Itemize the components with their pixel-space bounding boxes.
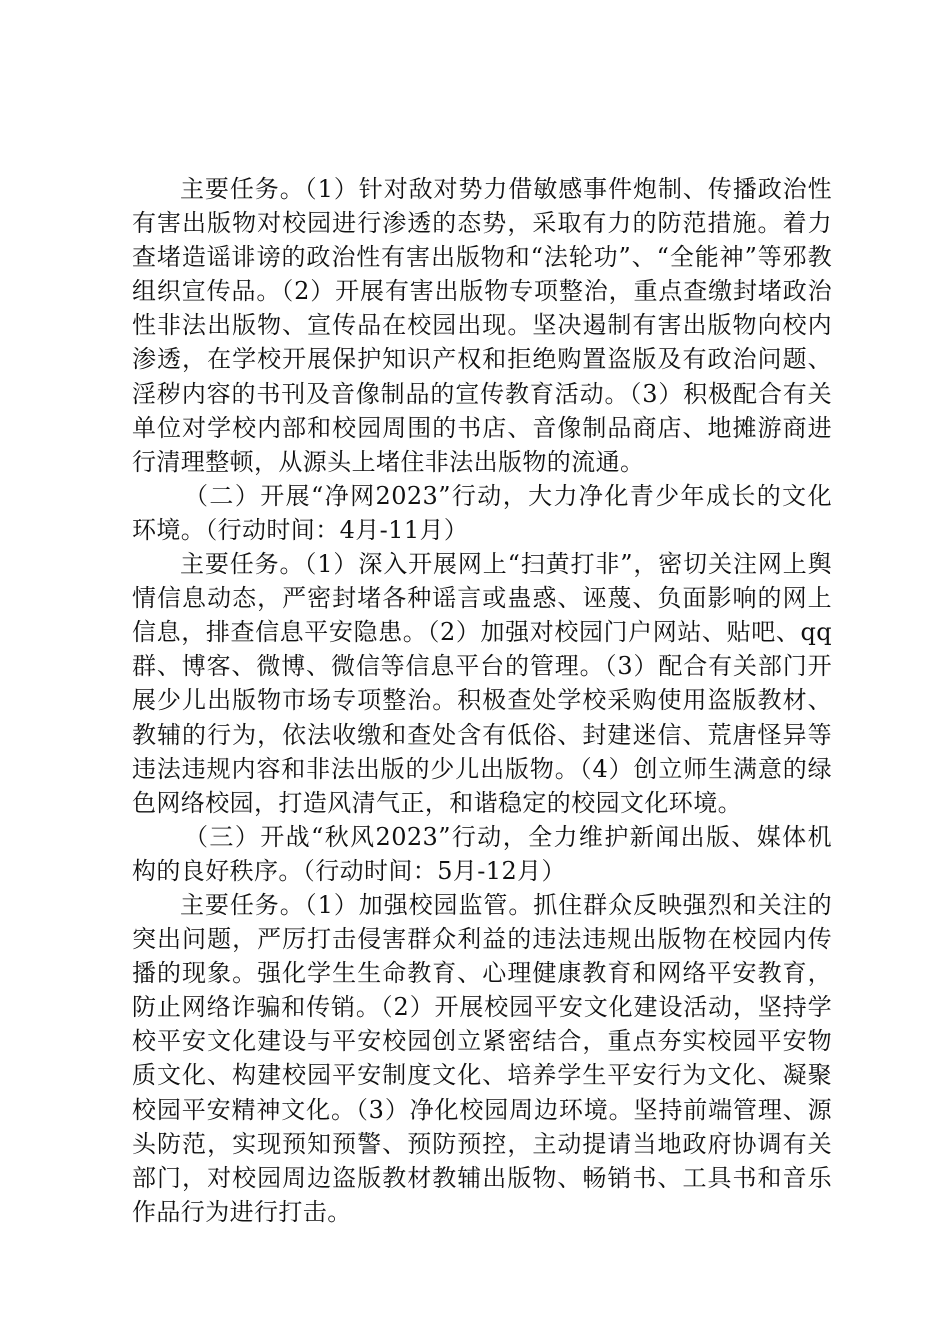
section-heading-jingwang: （二）开展“净网2023”行动，大力净化青少年成长的文化环境。（行动时间：4月-11月） — [132, 481, 832, 544]
paragraph-main-tasks-2: 主要任务。（1）深入开展网上“扫黄打非”，密切关注网上舆情信息动态，严密封堵各种谣言或蛊惑、诬蔑、负面影响的网上信息，排查信息平安隐患。（2）加强对校园门户网站、贴吧、qq群、博客、微博、微信等信息平台的管理。（3）配合有关部门开展少儿出版物市场专项整治。积极查处学校采购使用盗版教材、教辅的行为，依法收缴和查处含有低俗、封建迷信、荒唐怪异等违法违规内容和非法出版的少儿出版物。（4）创立师生满意的绿色网络校园，打造风清气正，和谐稳定的校园文化环境。 — [132, 550, 832, 817]
document-body — [132, 172, 832, 1229]
paragraph-main-tasks-1: 主要任务。（1）针对敌对势力借敏感事件炮制、传播政治性有害出版物对校园进行渗透的态势，采取有力的防范措施。着力查堵造谣诽谤的政治性有害出版物和“法轮功”、“全能神”等邪教组织宣传品。（2）开展有害出版物专项整治，重点查缴封堵政治性非法出版物、宣传品在校园出现。坚决遏制有害出版物向校内渗透，在学校开展保护知识产权和拒绝购置盗版及有政治问题、淫秽内容的书刊及音像制品的宣传教育活动。（3）积极配合有关单位对学校内部和校园周围的书店、音像制品商店、地摊游商进行清理整顿，从源头上堵住非法出版物的流通。 — [132, 175, 832, 476]
section-heading-qiufeng: （三）开战“秋风2023”行动，全力维护新闻出版、媒体机构的良好秩序。（行动时间：5月-12月） — [132, 822, 832, 885]
paragraph-main-tasks-3: 主要任务。（1）加强校园监管。抓住群众反映强烈和关注的突出问题，严厉打击侵害群众利益的违法违规出版物在校园内传播的现象。强化学生生命教育、心理健康教育和网络平安教育，防止网络诈骗和传销。（2）开展校园平安文化建设活动，坚持学校平安文化建设与平安校园创立紧密结合，重点夯实校园平安物质文化、构建校园平安制度文化、培养学生平安行为文化、凝聚校园平安精神文化。（3）净化校园周边环境。坚持前端管理、源头防范，实现预知预警、预防预控，主动提请当地政府协调有关部门，对校园周边盗版教材教辅出版物、畅销书、工具书和音乐作品行为进行打击。 — [132, 890, 832, 1226]
